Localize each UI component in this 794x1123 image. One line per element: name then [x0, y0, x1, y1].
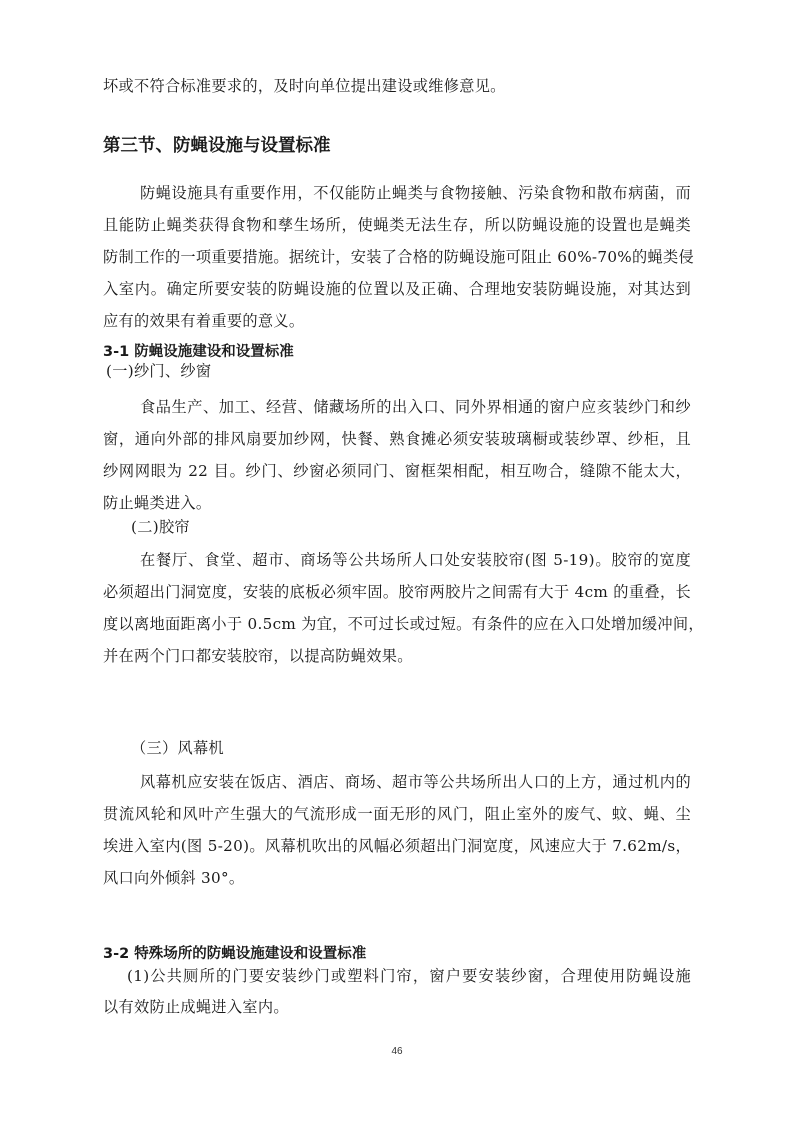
- paragraph-line: 埃进入室内(图 5-20)。风幕机吹出的风幅必须超出门洞宽度，风速应大于 7.62m/s，: [103, 837, 691, 855]
- page-number: 46: [391, 1046, 403, 1057]
- paragraph-line: 风口向外倾斜 30°。: [103, 869, 245, 887]
- section-title: 第三节、防蝇设施与设置标准: [103, 136, 331, 156]
- paragraph-line: 以有效防止成蝇进入室内。: [103, 998, 289, 1016]
- paragraph-line: 防止蝇类进入。: [103, 494, 212, 512]
- paragraph-line: 度以离地面距离小于 0.5cm 为宜，不可过长或过短。有条件的应在入口处增加缓冲间，: [103, 615, 704, 633]
- paragraph-line: 应有的效果有着重要的意义。: [103, 312, 305, 330]
- paragraph-line: 纱网网眼为 22 目。纱门、纱窗必须同门、窗框架相配，相互吻合，缝隙不能太大，: [103, 462, 691, 480]
- paragraph-line: 并在两个门口都安装胶帘，以提高防蝇效果。: [103, 647, 413, 665]
- paragraph-line: 在餐厅、食堂、超市、商场等公共场所人口处安装胶帘(图 5-19)。胶帘的宽度: [140, 551, 691, 569]
- item-title: （三）风幕机: [131, 739, 224, 757]
- subsection-title: 3-1 防蝇设施建设和设置标准: [103, 344, 294, 360]
- item-title: (一)纱门、纱窗: [106, 362, 212, 380]
- paragraph-line: 窗，通向外部的排风扇要加纱网，快餐、熟食摊必须安装玻璃橱或装纱罩、纱柜，且: [103, 430, 691, 448]
- paragraph-line: 防蝇设施具有重要作用，不仅能防止蝇类与食物接触、污染食物和散布病菌，而: [140, 184, 691, 202]
- continuation-text: 坏或不符合标准要求的，及时向单位提出建设或维修意见。: [103, 77, 506, 95]
- paragraph-line: 风幕机应安装在饭店、酒店、商场、超市等公共场所出人口的上方，通过机内的: [140, 773, 691, 791]
- paragraph-line: 贯流风轮和风叶产生强大的气流形成一面无形的风门，阻止室外的废气、蚊、蝇、尘: [103, 805, 691, 823]
- paragraph-line: 且能防止蝇类获得食物和孳生场所，使蝇类无法生存，所以防蝇设施的设置也是蝇类: [103, 216, 691, 234]
- paragraph-line: 必须超出门洞宽度，安装的底板必须牢固。胶帘两胶片之间需有大于 4cm 的重叠，长: [103, 583, 691, 601]
- paragraph-line: 食品生产、加工、经营、储藏场所的出入口、同外界相通的窗户应亥装纱门和纱: [140, 398, 691, 416]
- paragraph-line: 防制工作的一项重要措施。据统计，安装了合格的防蝇设施可阻止 60%-70%的蝇类侵: [103, 248, 694, 266]
- item-title: (二)胶帘: [131, 518, 190, 536]
- paragraph-line: 入室内。确定所要安装的防蝇设施的位置以及正确、合理地安装防蝇设施，对其达到: [103, 280, 691, 298]
- subsection-title: 3-2 特殊场所的防蝇设施建设和设置标准: [103, 946, 367, 962]
- paragraph-line: (1)公共厕所的门要安装纱门或塑料门帘，窗户要安装纱窗，合理使用防蝇设施: [127, 967, 691, 985]
